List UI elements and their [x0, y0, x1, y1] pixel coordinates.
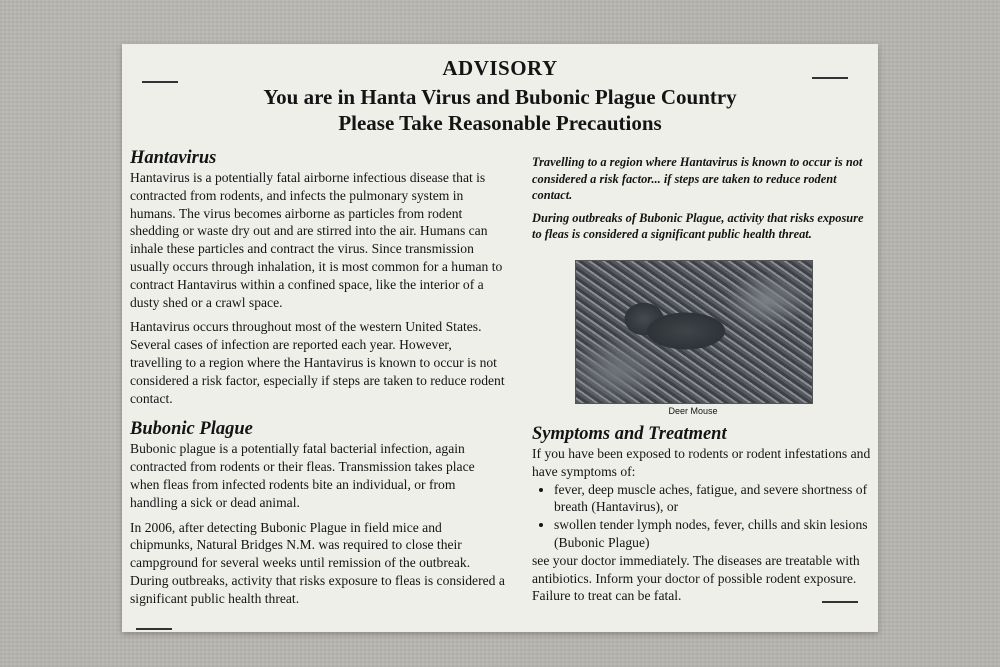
- sign-subtitle-2: Please Take Reasonable Precautions: [338, 111, 662, 135]
- symptom-item: • swollen tender lymph nodes, fever, chills and skin lesions (Bubonic Plague): [554, 516, 872, 552]
- hantavirus-paragraph-2: Hantavirus occurs throughout most of the western United States. Several cases of infection are reported each year. However, travelling to a region where the Hantavirus is known to occur is not considered a risk factor, especially if steps are taken to reduce rodent contact.: [130, 319, 505, 406]
- symptom-item: • fever, deep muscle aches, fatigue, and severe shortness of breath (Hantavirus), or: [554, 481, 872, 517]
- hantavirus-heading: Hantavirus: [130, 148, 217, 168]
- deer-mouse-photo: [575, 260, 813, 404]
- note-hantavirus: Travelling to a region where Hantavirus is known to occur is not considered a risk factor... if steps are taken to reduce rodent contact.: [532, 155, 863, 202]
- symptoms-section: [532, 424, 872, 605]
- left-column: [130, 148, 505, 608]
- sign-subtitle-1: You are in Hanta Virus and Bubonic Plague Country: [263, 85, 737, 109]
- symptoms-list: [532, 481, 872, 552]
- symptoms-outro: see your doctor immediately. The diseases are treatable with antibiotics. Inform your doctor of possible rodent exposure. Failure to treat can be fatal.: [532, 552, 860, 604]
- photo-caption: Deer Mouse: [668, 406, 718, 416]
- hantavirus-paragraph-1: Hantavirus is a potentially fatal airborne infectious disease that is contracted from rodents, and infects the pulmonary system in humans. The virus becomes airborne as particles from rodent shedding or waste dry out and are stirred into the air. Humans can inhale these particles and contract the virus. Since transmission usually occurs through inhalation, it is most common for a human to contract Hantavirus within a confined space, like the interior of a dusty shed or a crawl space.: [130, 170, 503, 310]
- staple-mark: [142, 81, 178, 83]
- right-column: [532, 154, 867, 243]
- symptoms-heading: Symptoms and Treatment: [532, 424, 727, 444]
- plague-paragraph-2: In 2006, after detecting Bubonic Plague in field mice and chipmunks, Natural Bridges N.M. was required to close their campground for several weeks until remission of the outbreak. During outbreaks, activity that risks exposure to fleas is considered a significant public health threat.: [130, 519, 505, 606]
- plague-paragraph-1: Bubonic plague is a potentially fatal bacterial infection, again contracted from rodents or their fleas. Transmission takes place when fleas from infected rodents bite an individual, or from handling a sick or dead animal.: [130, 441, 475, 510]
- note-plague: During outbreaks of Bubonic Plague, activity that risks exposure to fleas is considered a significant public health threat.: [532, 210, 864, 241]
- advisory-sign: [122, 44, 878, 632]
- symptoms-intro: If you have been exposed to rodents or rodent infestations and have symptoms of:: [532, 446, 871, 479]
- plague-heading: Bubonic Plague: [130, 419, 253, 440]
- sign-title: ADVISORY: [442, 56, 558, 80]
- staple-mark: [136, 628, 172, 630]
